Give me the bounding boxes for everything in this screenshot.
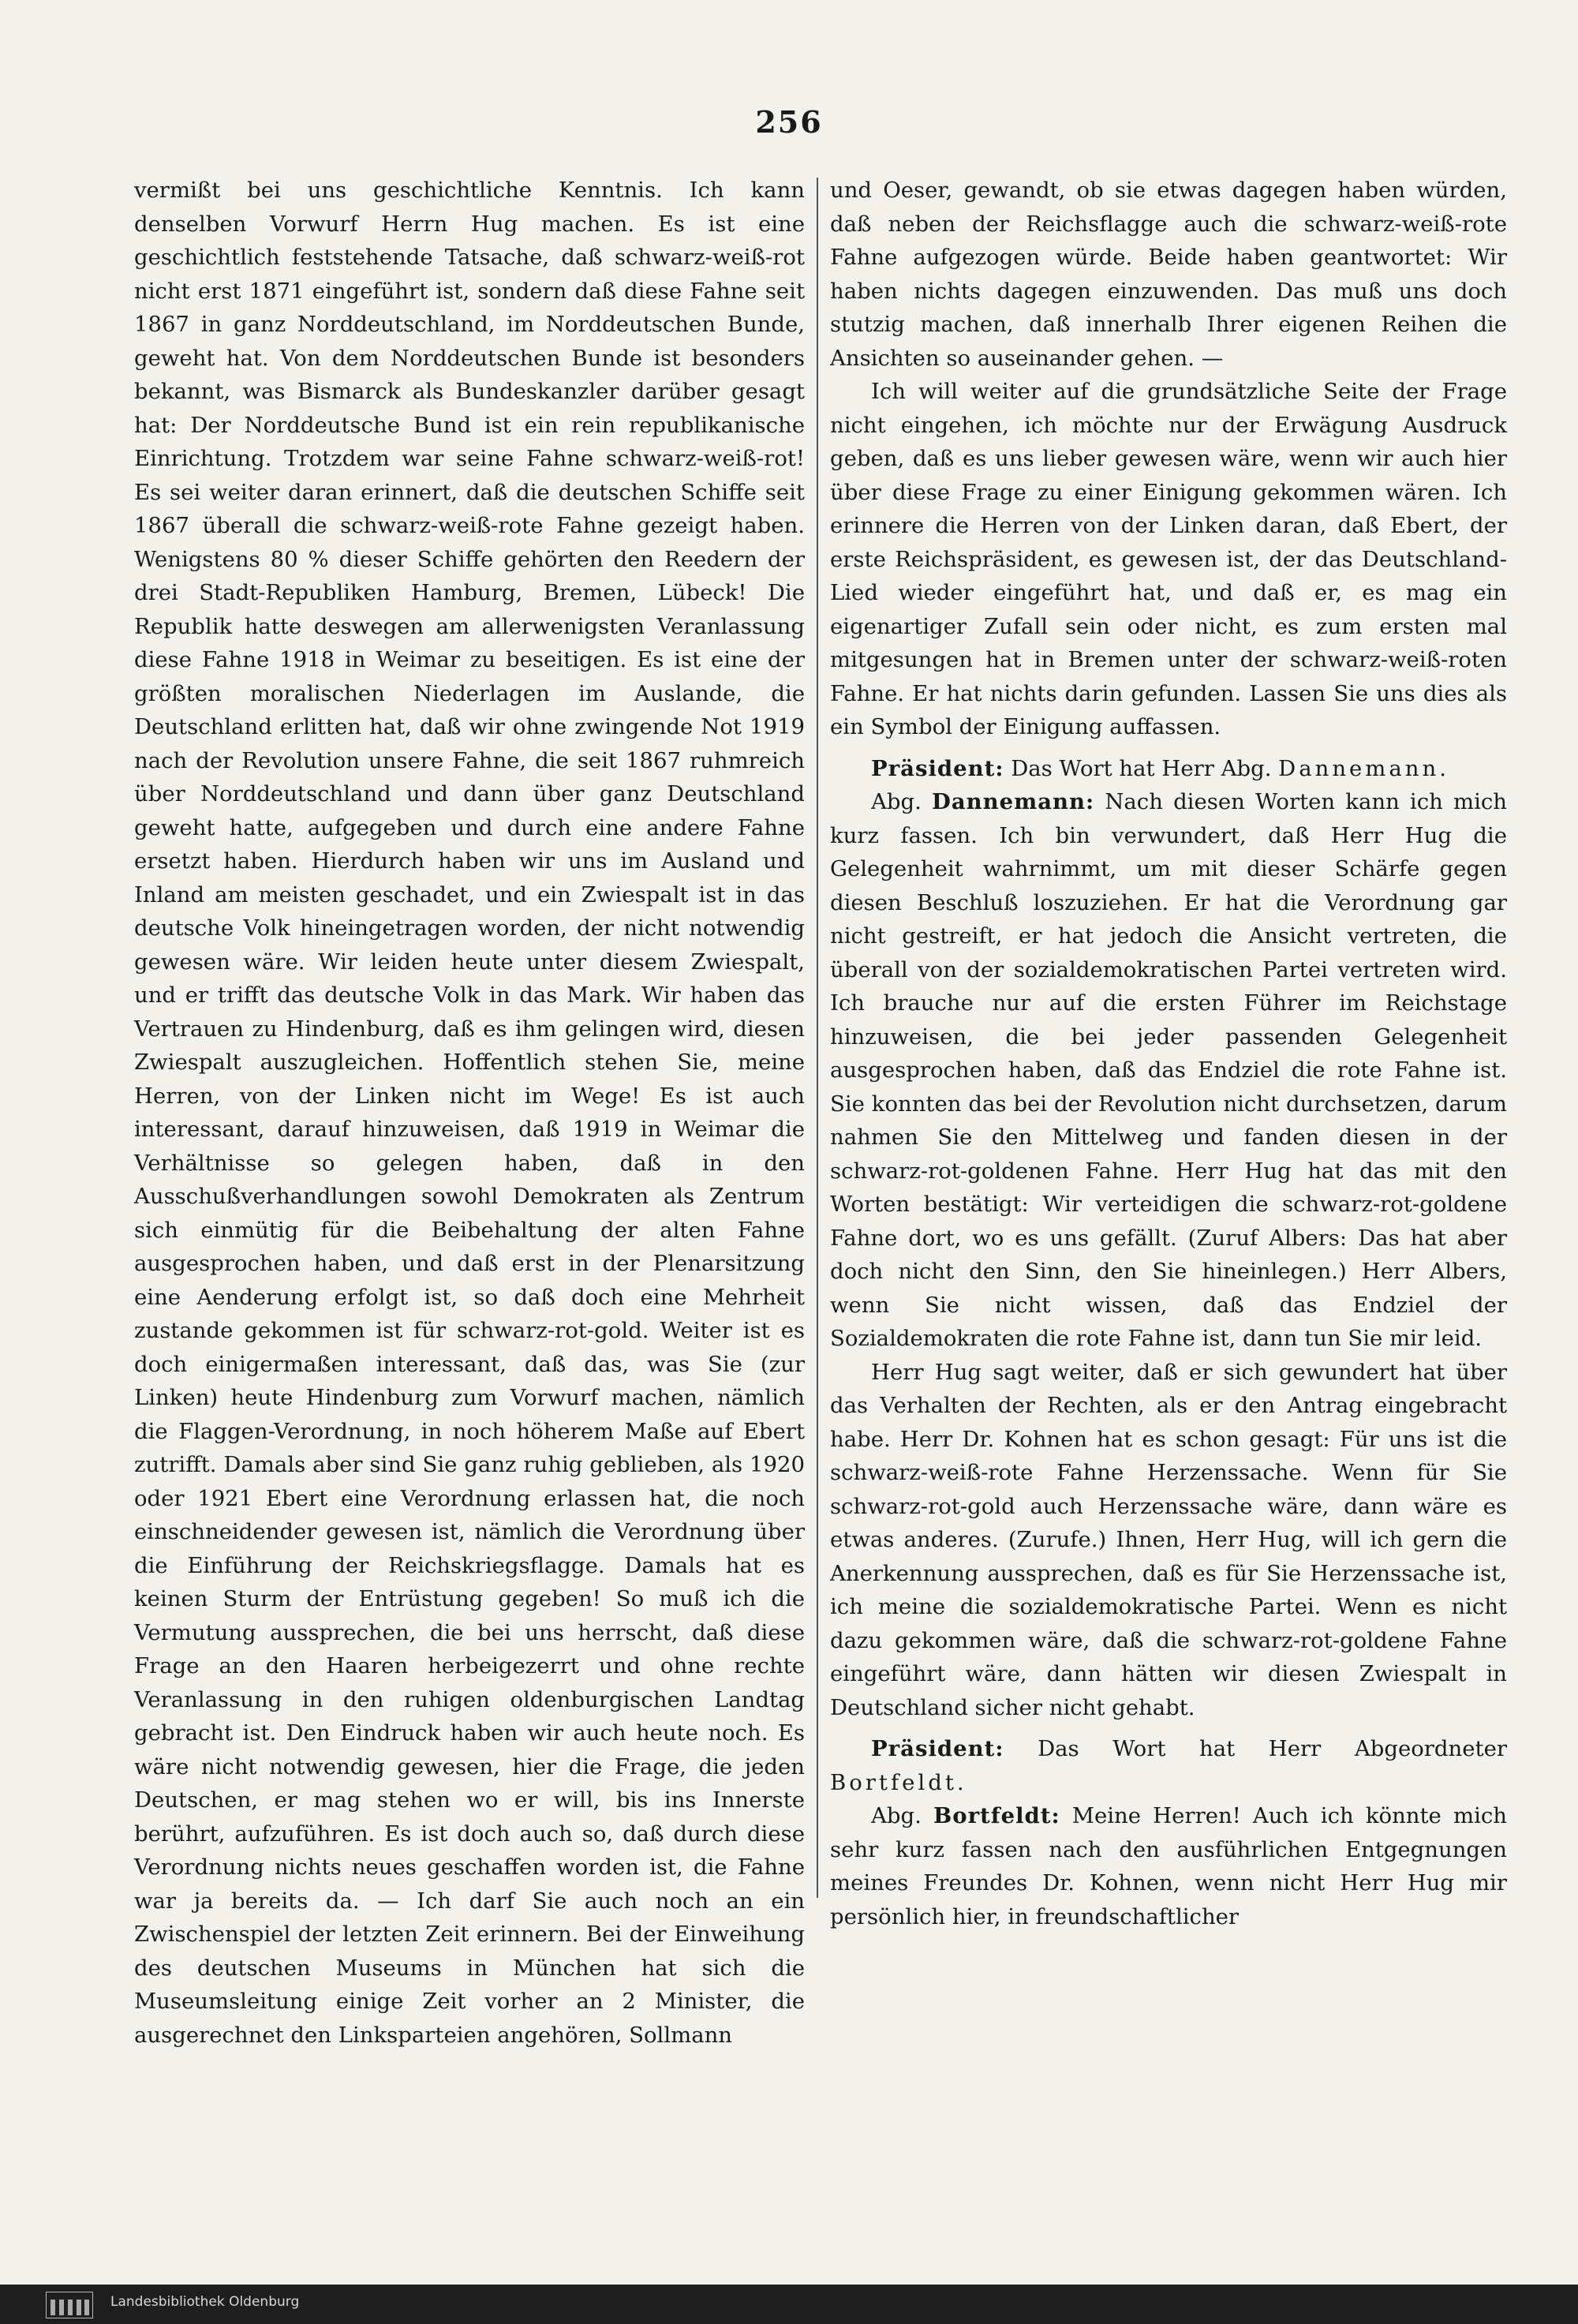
column-divider	[817, 178, 818, 1898]
speaker-name: Dannemann.	[1278, 755, 1449, 781]
speech-dannemann	[830, 785, 1507, 1356]
speech-text: Das Wort hat Herr Abg.	[1004, 755, 1279, 781]
library-footer	[0, 2285, 1578, 2324]
speech-prefix: Abg.	[871, 789, 932, 814]
right-paragraph-2: Ich will weiter auf die grundsätzliche Seite der Frage nicht eingehen, ich möchte nur der Erwägung Ausdruck geben, daß es uns lieber gewesen wäre, wenn wir auch hier über diese Frage zu einer Einigung gekommen wären. Ich erinnere die Herren von der Linken daran, daß Ebert, der erste Reichspräsident, es gewesen ist, der das Deutschland-Lied wieder eingeführt hat, und daß er, es mag ein eigenartiger Zufall sein oder nicht, es zum ersten mal mitgesungen hat in Bremen unter der schwarz-weiß-roten Fahne. Er hat nichts darin gefunden. Lassen Sie uns dies als ein Symbol der Einigung auffassen.	[830, 379, 1507, 739]
right-paragraph-3: Herr Hug sagt weiter, daß er sich gewundert hat über das Verhalten der Rechten, als er den Antrag eingebracht habe. Herr Dr. Kohnen hat es schon gesagt: Für uns ist die schwarz-weiß-rote Fahne Herzenssache. Wenn für Sie schwarz-rot-gold auch Herzenssache wäre, dann wäre es etwas anderes. (Zurufe.) Ihnen, Herr Hug, will ich gern die Anerkennung aussprechen, daß es für Sie Herzenssache ist, ich meine die sozialdemokratische Partei. Wenn es nicht dazu gekommen wäre, daß die schwarz-rot-goldene Fahne eingeführt wäre, dann hätten wir diesen Zwiespalt in Deutschland sicher nicht gehabt.	[830, 1359, 1507, 1720]
speech-prefix: Abg.	[871, 1803, 933, 1828]
speech-praesident-1	[830, 752, 1507, 786]
library-building-icon	[46, 2292, 93, 2318]
speaker-label: Präsident:	[871, 755, 1004, 781]
footer-label: Landesbibliothek Oldenburg	[110, 2294, 300, 2310]
left-column	[134, 174, 805, 2052]
right-column	[830, 174, 1507, 1933]
page-number: 256	[755, 104, 823, 140]
speaker-label: Dannemann:	[931, 789, 1095, 814]
speech-bortfeldt	[830, 1799, 1507, 1933]
speech-text: Nach diesen Worten kann ich mich kurz fassen. Ich bin verwundert, daß Herr Hug die Gelegenheit wahrnimmt, um mit dieser Schärfe gegen diesen Beschluß loszuziehen. Er hat die Verordnung gar nicht gestreift, er hat jedoch die Ansicht vertreten, die überall von der sozialdemokratischen Partei vertreten wird. Ich brauche nur auf die ersten Führer im Reichstage hinzuweisen, die bei jeder passenden Gelegenheit ausgesprochen haben, daß das Endziel die rote Fahne ist. Sie konnten das bei der Revolution nicht durchsetzen, darum nahmen Sie den Mittelweg und fanden diesen in der schwarz-rot-goldenen Fahne. Herr Hug hat das mit den Worten bestätigt: Wir verteidigen die schwarz-rot-goldene Fahne dort, wo es uns gefällt. (Zuruf Albers: Das hat aber doch nicht den Sinn, den Sie hineinlegen.) Herr Albers, wenn Sie nicht wissen, daß das Endziel der Sozialdemokraten die rote Fahne ist, dann tun Sie mir leid.	[830, 789, 1507, 1351]
left-paragraph-1: vermißt bei uns geschichtliche Kenntnis. Ich kann denselben Vorwurf Herrn Hug machen. Es ist eine geschichtlich feststehende Tatsache, daß schwarz-weiß-rot nicht erst 1871 eingeführt ist, sondern daß diese Fahne seit 1867 in ganz Norddeutschland, im Norddeutschen Bunde, geweht hat. Von dem Norddeutschen Bunde ist besonders bekannt, was Bismarck als Bundeskanzler darüber gesagt hat: Der Norddeutsche Bund ist ein rein republikanische Einrichtung. Trotzdem war seine Fahne schwarz-weiß-rot! Es sei weiter daran erinnert, daß die deutschen Schiffe seit 1867 überall die schwarz-weiß-rote Fahne gezeigt haben. Wenigstens 80 % dieser Schiffe gehörten den Reedern der drei Stadt-Republiken Hamburg, Bremen, Lübeck! Die Republik hatte deswegen am allerwenigsten Veranlassung diese Fahne 1918 in Weimar zu beseitigen. Es ist eine der größten moralischen Niederlagen im Auslande, die Deutschland erlitten hat, daß wir ohne zwingende Not 1919 nach der Revolution unsere Fahne, die seit 1867 ruhmreich über Norddeutschland und dann über ganz Deutschland geweht hatte, aufgegeben und durch eine andere Fahne ersetzt haben. Hierdurch haben wir uns im Ausland und Inland am meisten geschadet, und ein Zwiespalt ist in das deutsche Volk hineingetragen worden, der nicht notwendig gewesen wäre. Wir leiden heute unter diesem Zwiespalt, und er trifft das deutsche Volk in das Mark. Wir haben das Vertrauen zu Hindenburg, daß es ihm gelingen wird, diesen Zwiespalt auszugleichen. Hoffentlich stehen Sie, meine Herren, von der Linken nicht im Wege! Es ist auch interessant, darauf hinzuweisen, daß 1919 in Weimar die Verhältnisse so gelegen haben, daß in den Ausschußverhandlungen sowohl Demokraten als Zentrum sich einmütig für die Beibehaltung der alten Fahne ausgesprochen haben, und daß erst in der Plenarsitzung eine Aenderung erfolgt ist, so daß doch eine Mehrheit zustande gekommen ist für schwarz-rot-gold. Weiter ist es doch einigermaßen interessant, daß das, was Sie (zur Linken) heute Hindenburg zum Vorwurf machen, nämlich die Flaggen-Verordnung, in noch höherem Maße auf Ebert zutrifft. Damals aber sind Sie ganz ruhig geblieben, als 1920 oder 1921 Ebert eine Verordnung erlassen hat, die noch einschneidender gewesen ist, nämlich die Verordnung über die Einführung der Reichskriegsflagge. Damals hat es keinen Sturm der Entrüstung gegeben! So muß ich die Vermutung aussprechen, die bei uns herrscht, daß diese Frage an den Haaren herbeigezerrt und ohne rechte Veranlassung in den ruhigen oldenburgischen Landtag gebracht ist. Den Eindruck haben wir auch heute noch. Es wäre nicht notwendig gewesen, hier die Frage, die jeden Deutschen, er mag stehen wo er will, bis ins Innerste berührt, aufzuführen. Es ist doch auch so, daß durch diese Verordnung nichts neues geschaffen worden ist, die Fahne war ja bereits da. — Ich darf Sie auch noch an ein Zwischenspiel der letzten Zeit erinnern. Bei der Einweihung des deutschen Museums in München hat sich die Museumsleitung einige Zeit vorher an 2 Minister, die ausgerechnet den Linksparteien angehören, Sollmann	[134, 178, 805, 2048]
speaker-label: Präsident:	[871, 1736, 1004, 1761]
right-paragraph-1: und Oeser, gewandt, ob sie etwas dagegen haben würden, daß neben der Reichsflagge auch die schwarz-weiß-rote Fahne aufgezogen würde. Beide haben geantwortet: Wir haben nichts dagegen einzuwenden. Das muß uns doch stutzig machen, daß innerhalb Ihrer eigenen Reihen die Ansichten so auseinander gehen. —	[830, 178, 1507, 371]
speaker-label: Bortfeldt:	[933, 1803, 1060, 1828]
speech-text: Das Wort hat Herr Abgeordneter	[1004, 1736, 1507, 1761]
speech-text: Meine Herren! Auch ich könnte mich sehr kurz fassen nach den ausführlichen Entgegnungen meines Freundes Dr. Kohnen, wenn nicht Herr Hug mir persönlich hier, in freundschaftlicher	[830, 1803, 1507, 1929]
speaker-name: Bortfeldt.	[830, 1769, 967, 1795]
speech-praesident-2	[830, 1732, 1507, 1799]
